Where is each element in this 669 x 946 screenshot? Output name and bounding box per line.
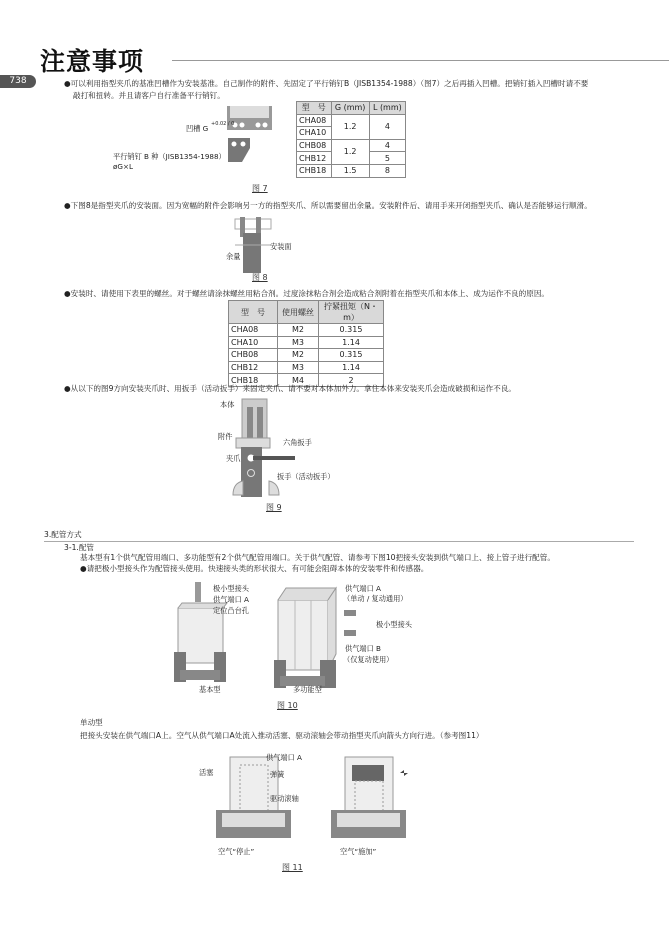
paragraph-1-line-1: ●可以利用指型夹爪的基准凹槽作为安装基准。自己制作的附件、先固定了平行销钉B（JISB1354-1988）（图7）之后再插入凹槽。把销钉插入凹槽时请不要 bbox=[64, 79, 589, 88]
section-3-1-title: 3-1.配管 bbox=[64, 543, 95, 552]
table-row bbox=[297, 139, 406, 152]
cell-screw: M2 bbox=[278, 349, 319, 362]
table-row bbox=[297, 164, 406, 177]
col-header: 型 号 bbox=[229, 301, 278, 324]
fig10-illustration bbox=[170, 580, 370, 695]
cell-l: 8 bbox=[369, 164, 405, 177]
fig7-tolerance: +0.02 / 0 bbox=[211, 121, 235, 127]
fig8-caption: 图 8 bbox=[252, 273, 268, 282]
fig9-hex-wrench-label: 六角扳手 bbox=[283, 438, 312, 447]
cell-screw: M2 bbox=[278, 324, 319, 337]
fig10-multi-type-label: 多功能型 bbox=[293, 685, 322, 694]
cell-l: 4 bbox=[369, 114, 405, 139]
cell-g: 1.2 bbox=[331, 114, 369, 139]
table-row bbox=[229, 324, 384, 337]
fig9-jaw-label: 夹爪 bbox=[226, 454, 241, 463]
screw-torque-table bbox=[228, 300, 384, 387]
fig7-pin-label: 平行销钉 B 种（JISB1354-1988） bbox=[113, 152, 226, 161]
page-number: 738 bbox=[0, 75, 36, 88]
page-title: 注意事项 bbox=[40, 47, 145, 76]
fig10-port-a-label: 供气端口 A bbox=[213, 595, 249, 604]
cell-screw: M4 bbox=[278, 374, 319, 387]
fig8-mounting-face-label: 安装面 bbox=[270, 242, 292, 251]
table-row bbox=[229, 361, 384, 374]
cell-l: 4 bbox=[369, 139, 405, 152]
fig11-spring-label: 弹簧 bbox=[270, 770, 285, 779]
cell-g: 1.2 bbox=[331, 139, 369, 164]
cell-g: 1.5 bbox=[331, 164, 369, 177]
table-row bbox=[229, 336, 384, 349]
cell-torque: 2 bbox=[319, 374, 384, 387]
cell-model: CHB08 bbox=[229, 349, 278, 362]
fig11-air-apply-label: 空气“施加” bbox=[340, 847, 377, 856]
fig8-margin-label: 余量 bbox=[226, 252, 241, 261]
table-row bbox=[297, 114, 406, 127]
col-header: 拧紧扭矩（N・m） bbox=[319, 301, 384, 324]
fig9-attachment-label: 附件 bbox=[218, 432, 233, 441]
fig10-port-b-label: 供气端口 B bbox=[345, 644, 381, 653]
paragraph-2: ●下图8是指型夹爪的安装面。因为宽幅的附件会影响另一方的指型夹爪、所以需要留出余量。安装附件后、请用手来开闭指型夹爪、确认是否能够运行顺滑。 bbox=[64, 201, 592, 210]
cell-screw: M3 bbox=[278, 336, 319, 349]
cell-model: CHA10 bbox=[229, 336, 278, 349]
fig11-piston-label: 活塞 bbox=[199, 768, 214, 777]
section-divider bbox=[44, 541, 634, 542]
fig11-port-a-label: 供气端口 A bbox=[266, 753, 302, 762]
cell-model: CHA10 bbox=[297, 127, 332, 140]
fig10-port-a-note: （单动 / 复动通用） bbox=[343, 594, 408, 603]
paragraph-1-line-2: 敲打和扭转。并且请客户自行准备平行销钉。 bbox=[73, 91, 225, 100]
fig7-groove-label: 凹槽 G bbox=[186, 124, 209, 133]
cell-model: CHA08 bbox=[229, 324, 278, 337]
fig10-mini-fitting2-label: 极小型接头 bbox=[376, 620, 412, 629]
cell-l: 5 bbox=[369, 152, 405, 165]
fig9-wrench-label: 扳手（活动扳手） bbox=[277, 472, 335, 481]
fig10-basic-type-label: 基本型 bbox=[199, 685, 221, 694]
single-acting-title: 单动型 bbox=[80, 718, 103, 727]
table-row bbox=[229, 349, 384, 362]
fig11-roller-label: 驱动滚轴 bbox=[270, 794, 299, 803]
fig11-illustration bbox=[210, 755, 410, 845]
fig10-boss-hole-label: 定位凸台孔 bbox=[213, 606, 249, 615]
fig7-size-label: øG×L bbox=[113, 162, 133, 171]
cell-model: CHA08 bbox=[297, 114, 332, 127]
fig10-caption: 图 10 bbox=[277, 701, 298, 710]
col-header: 使用螺丝 bbox=[278, 301, 319, 324]
cell-screw: M3 bbox=[278, 361, 319, 374]
section-3-paragraph-2: ●请把极小型接头作为配管接头使用。快速接头类的形状很大、有可能会阻碍本体的安装零件和传感器。 bbox=[80, 564, 429, 573]
fig11-air-stop-label: 空气“停止” bbox=[218, 847, 255, 856]
col-header: G (mm) bbox=[331, 102, 369, 115]
cell-model: CHB12 bbox=[229, 361, 278, 374]
fig10-mini-fitting-label: 极小型接头 bbox=[213, 584, 249, 593]
cell-model: CHB18 bbox=[297, 164, 332, 177]
col-header: L (mm) bbox=[369, 102, 405, 115]
section-3-title: 3.配管方式 bbox=[44, 530, 82, 539]
fig11-caption: 图 11 bbox=[282, 863, 303, 872]
col-header: 型 号 bbox=[297, 102, 332, 115]
fig7-pin-table bbox=[296, 101, 406, 178]
single-acting-text: 把接头安装在供气端口A上。空气从供气端口A处流入推动活塞、驱动滚轴会带动指型夹爪向箭头方向行进。（参考图11） bbox=[80, 731, 484, 740]
paragraph-4: ●从以下的图9方向安装夹爪时、用扳手（活动扳手）来固定夹爪、请不要对本体加外力。拿住本体来安装夹爪会造成破损和运作不良。 bbox=[64, 384, 516, 393]
cell-model: CHB18 bbox=[229, 374, 278, 387]
fig9-caption: 图 9 bbox=[266, 503, 282, 512]
cell-model: CHB12 bbox=[297, 152, 332, 165]
cell-model: CHB08 bbox=[297, 139, 332, 152]
cell-torque: 0.315 bbox=[319, 349, 384, 362]
paragraph-3: ●安装时、请使用下表里的螺丝。对于螺丝请涂抹螺丝用粘合剂。过度涂抹粘合剂会造成粘合剂附着在指型夹爪和本体上、成为运作不良的原因。 bbox=[64, 289, 550, 298]
section-3-paragraph-1: 基本型有1个供气配管用端口、多功能型有2个供气配管用端口。关于供气配管、请参考下图10把接头安装到供气端口上、接上管子进行配管。 bbox=[80, 553, 555, 562]
cell-torque: 1.14 bbox=[319, 361, 384, 374]
title-divider bbox=[172, 60, 669, 61]
fig7-caption: 图 7 bbox=[252, 184, 268, 193]
fig10-port-a2-label: 供气端口 A bbox=[345, 584, 381, 593]
cell-torque: 0.315 bbox=[319, 324, 384, 337]
fig10-port-b-note: （仅复动使用） bbox=[343, 655, 394, 664]
cell-torque: 1.14 bbox=[319, 336, 384, 349]
fig9-body-label: 本体 bbox=[220, 400, 235, 409]
